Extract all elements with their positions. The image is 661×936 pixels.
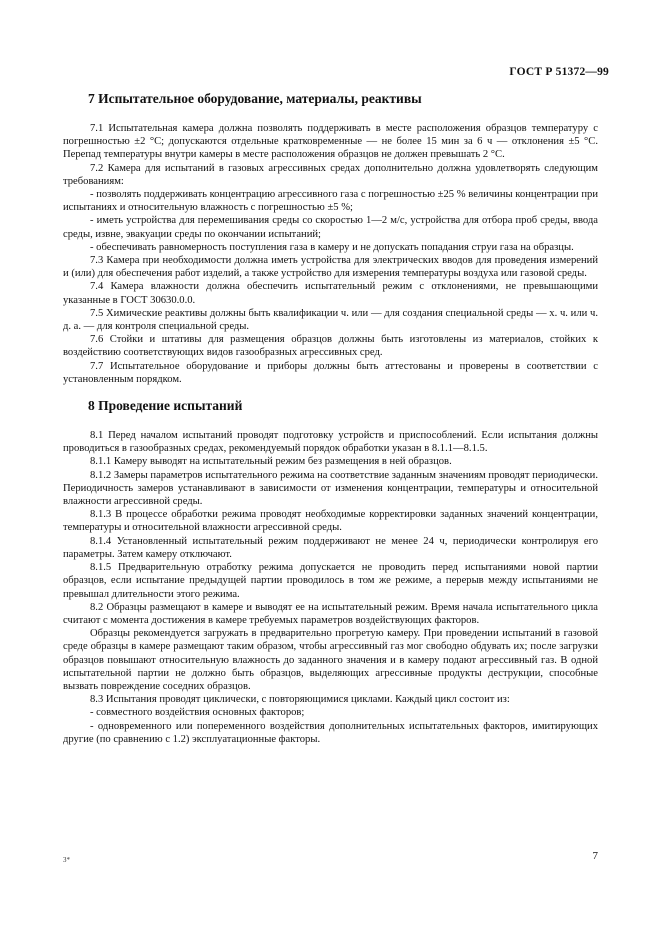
- list-item-gas-concentration: - позволять поддерживать концентрацию агрессивного газа с погрешностью ±25 % величины концентрации при испытаниях и относительную влажность с погрешностью ±5 %;: [63, 189, 598, 214]
- paragraph-7-4: 7.4 Камера влажности должна обеспечить испытательный режим с отклонениями, не превышающими указанные в ГОСТ 30630.0.0.: [63, 281, 598, 306]
- document-body: [63, 90, 598, 746]
- list-item-mixing-devices: - иметь устройства для перемешивания среды со скоростью 1—2 м/с, устройства для отбора проб среды, ввода среды, извне, эвакуации среды по окончании испытаний;: [63, 215, 598, 240]
- paragraph-7-1: 7.1 Испытательная камера должна позволять поддерживать в месте расположения образцов температуру с погрешностью ±2 °С; допускаются отдельные кратковременные — не более 15 мин за 6 ч — отклонения ±5 °С. Перепад температуры внутри камеры в месте расположения образцов не должен превышать 2 °С.: [63, 123, 598, 161]
- paragraph-7-5: 7.5 Химические реактивы должны быть квалификации ч. или — для создания специальной среды — х. ч. или ч. д. а. — для контроля специальной среды.: [63, 307, 598, 333]
- paragraph-8-2: 8.2 Образцы размещают в камере и выводят ее на испытательный режим. Время начала испытательного цикла считают с момента достижения в камере требуемых параметров воздействующих факторов.: [63, 601, 598, 626]
- list-item-combined-factors: - совместного воздействия основных факторов;: [90, 707, 305, 719]
- standard-code-header: ГОСТ Р 51372—99: [509, 66, 609, 78]
- section-8-heading: 8 Проведение испытаний: [88, 398, 243, 414]
- list-item-uniform-gas: - обеспечивать равномерность поступления газа в камеру и не допускать попадания струи газа на образцы.: [90, 241, 574, 253]
- paragraph-8-3: 8.3 Испытания проводят циклически, с повторяющимися циклами. Каждый цикл состоит из:: [90, 694, 510, 706]
- paragraph-7-2: 7.2 Камера для испытаний в газовых агрессивных средах дополнительно должна удовлетворять следующим требованиям:: [63, 162, 598, 187]
- paragraph-8-2-loading: Образцы рекомендуется загружать в предварительно прогретую камеру. При проведении испытаний в газовой среде образцы в камере размещают таким образом, чтобы агрессивный газ мог свободно обдувать их; после загрузки образцов повышают относительную влажность до заданного значения и в камеру подают агрессивный газ. В одной испытательной партии не должно быть образцов, выделяющих агрессивные продукты деструкции, способные вызвать повреждение соседних образцов.: [63, 628, 598, 692]
- paragraph-8-1-1: 8.1.1 Камеру выводят на испытательный режим без размещения в ней образцов.: [90, 456, 452, 468]
- paragraph-8-1: 8.1 Перед началом испытаний проводят подготовку устройств и приспособлений. Если испытания должны проводиться в газообразных средах, рекомендуемый порядок обработки указан в 8.1.1—8.1.5.: [63, 430, 598, 455]
- paragraph-8-1-4: 8.1.4 Установленный испытательный режим поддерживают не менее 24 ч, периодически контролируя его параметры. Затем камеру отключают.: [63, 535, 598, 560]
- list-item-additional-factors: - одновременного или попеременного воздействия дополнительных испытательных факторов, имитирующих другие (по сравнению с 1.2) эксплуатационные факторы.: [63, 720, 598, 745]
- paragraph-7-6: 7.6 Стойки и штативы для размещения образцов должны быть изготовлены из материалов, стойких к воздействию соответствующих видов газообразных агрессивных сред.: [63, 334, 598, 359]
- paragraph-8-1-5: 8.1.5 Предварительную отработку режима допускается не проводить перед испытаниями новой партии образцов, если испытание предыдущей партии проводилось в том же режиме, а перерыв между испытаниями не превышал длительности этого режима.: [63, 562, 598, 600]
- paragraph-7-3: 7.3 Камера при необходимости должна иметь устройства для электрических вводов для проведения измерений и (или) для обеспечения работ изделий, а также устройство для измерения температуры воздуха или газовой среды.: [63, 255, 598, 280]
- section-7-heading: 7 Испытательное оборудование, материалы, реактивы: [88, 91, 422, 106]
- section-8-body: [63, 429, 598, 746]
- page-number: 7: [592, 850, 598, 862]
- footer-signature-mark: 3*: [63, 856, 70, 864]
- section-7-body: [63, 122, 598, 386]
- paragraph-8-1-2: 8.1.2 Замеры параметров испытательного режима на соответствие заданным значениям проводят периодически. Периодичность замеров устанавливают в зависимости от изменения концентрации, температуры и относительной влажности агрессивной среды.: [63, 469, 598, 508]
- paragraph-7-7: 7.7 Испытательное оборудование и приборы должны быть аттестованы и проверены в соответствии с установленным порядком.: [63, 360, 598, 385]
- paragraph-8-1-3: 8.1.3 В процессе обработки режима проводят необходимые корректировки заданных значений концентрации, температуры и относительной влажности агрессивной среды.: [63, 509, 598, 534]
